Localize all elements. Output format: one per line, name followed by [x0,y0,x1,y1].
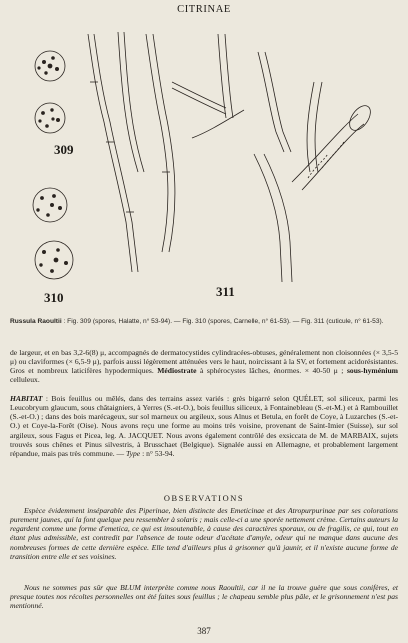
spore-drawing-310b [35,241,73,279]
observations-text-1: Espèce évidemment inséparable des Piperinae, bien distincte des Emeticinae et des Atropurpurinae par ses colorations purement jaunes, qui la font quelque peu ressembler à solaris ; mais celle-ci a une sporée nettement crème. Certains auteurs la regardent comme une forme d'emetica, ce qui est insoutenable, à cause des caractères sporaux, ou de fragilis, ce qui, tout en étant plus admissible, est contredit par l'absence de toute odeur d'acétate d'amyle, odeur qui ne manque dans aucune des nombreuses formes de cette dernière espèce. Elle tend d'ailleurs plus à grisonner qu'à jaunir, et il n'existe aucune forme de transition entre elle et ses voisines. [10,506,398,561]
description-text-a: de largeur, et en bas 3,2-6(8) μ, accompagnés de dermatocystides cylindracées-obtuses, généralement non cloisonnées (× 3,5-5 μ) ou claviformes (× 6,5-9 μ), parfois aussi légèrement atténuées vers le haut, noircissant à la SV, et fortement acidorésistantes. Gros et nombreux laticifères hypodermiques. [10,348,398,376]
description-text-c: celluleux. [10,375,40,385]
habitat-paragraph [10,394,398,458]
caption-species: Russula Raoultii [10,318,62,325]
caption-text: : Fig. 309 (spores, Halatte, n° 53-94). — Fig. 310 (spores, Carnelle, n° 61-53). — Fig. 311 (cuticule, n° 61-53). [61,318,384,325]
observations-heading: OBSERVATIONS [163,494,245,503]
page-number: 387 [197,626,211,636]
observations-paragraph-1 [10,506,398,561]
type-number: : n° 53-94. [140,448,175,458]
type-label: Type [125,448,141,458]
figure-label-310: 310 [44,290,64,305]
figure-drawing [22,22,392,312]
habitat-text: : Bois feuillus ou mêlés, dans des terrains assez variés : grès bigarré selon QUÉLET, sol siliceux, parmi les Leucobryum glaucum, sous châtaigniers, à Yerres (S.-et-O.), bois feuillus siliceux, à Fontainebleau (S.-et-M.) et à Rambouillet (S.-et-O.) ; dans des bois marécageux, sur sol marneux ou argileux, sous Alnus et Betula, en forêt de Coye, à Luzarches (S.-et-O.) et Coye-la-Forêt (Oise). Nous avons reçu une forme au moins très voisine, provenant de Saint-Imier (Suisse), sur sol argileux, sous Fagus et Picea, leg. A. JACQUET. Nous avons également contrôlé des exsiccata de M. de MARBAIX, sujets trouvés sous chênes et Pinus silvestris, à Brusschaet (Belgique). Signalée aussi en Allemagne, et probablement largement répandue, mais pas très commune. — [10,394,398,458]
description-text-b: à sphérocystes lâches, énormes. × 40-50 μ ; [196,366,347,376]
subhymenium-label: sous-hyménium [346,366,398,376]
habitat-label: HABITAT [10,394,43,403]
spore-drawing-310a [33,188,67,222]
observations-text-2: Nous ne sommes pas sûr que BLUM interprète comme nous Raoultii, car il ne la trouve guère que sous conifères, et presque toutes nos récoltes personnelles ont été faites sous feuillus ; le chapeau semble plus pâle, et le grisonnement n'est pas mentionné. [10,583,398,611]
spore-drawing-309a [35,51,65,81]
figure-plate [22,22,392,312]
figure-caption [10,318,398,326]
figure-label-311: 311 [216,284,235,299]
cuticle-drawing-311 [88,32,375,282]
running-header: CITRINAE [177,4,231,15]
spore-drawing-309b [35,103,65,133]
description-paragraph [10,348,398,385]
figure-label-309: 309 [54,142,74,157]
mediostrate-label: Médiostrate [157,366,197,376]
observations-paragraph-2 [10,583,398,610]
